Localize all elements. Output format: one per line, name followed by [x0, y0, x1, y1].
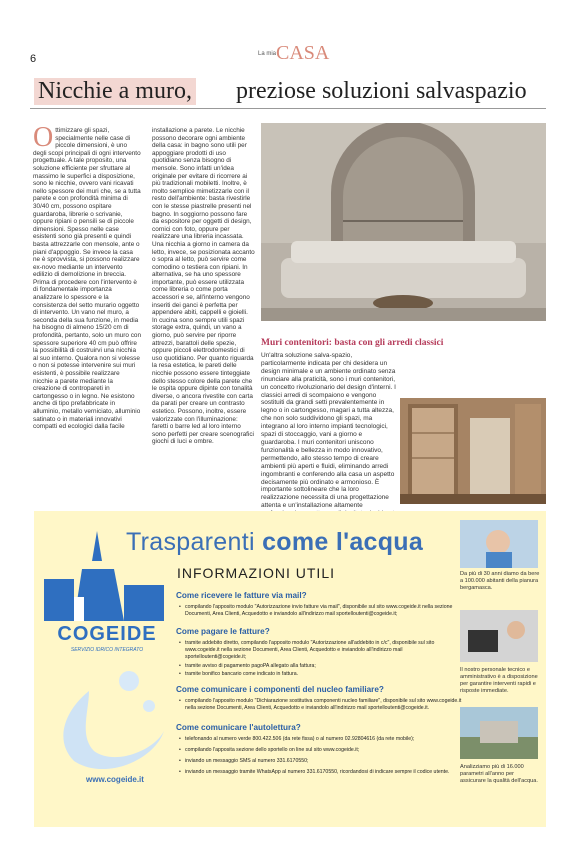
box-title [261, 338, 546, 348]
section-heading-3: Come comunicare i componenti del nucleo familiare? [176, 685, 384, 694]
side-text-1: Da più di 30 anni diamo da bere a 100.000 abitanti della pianura bergamasca. [460, 571, 540, 591]
masthead-big: CASA [276, 42, 330, 64]
title-part2: preziose soluzioni salvaspazio [236, 78, 527, 104]
section-4-line-2: • compilando l'apposita sezione dello sportello on line sul sito www.cogeide.it; [185, 747, 465, 754]
side-text-3: Analizziamo più di 16.000 parametri all'anno per assicurare la qualità dell'acqua. [460, 764, 538, 784]
column-1-text: ttimizzare gli spazi, specialmente nelle case di piccole dimensioni, è uno degli scopi principali di ogni intervento progettuale. A tale proposito, una soluzione efficiente per sfruttare al massimo le superfici a disposizione, sono le nicchie, ovvero vani ricavati nello spessore dei muri che, se a tutta parete e con profondità minima di 30/40 cm, possono ospitare guardaroba, librerie o scrivanie, oppure ripiani o pensili se di piccole dimensioni. Spesso nelle case esistenti sono già presenti e quindi basta attrezzarle con mensole, ante o piani d'appoggio. Se invece la casa ne è sprovvista, si possono realizzare ex-novo mediante un intervento edilizio di demolizione in breccia. Prima di procedere con l'intervento è di fondamentale importanza analizzare lo spessore e la consistenza del setto murario oggetto di intervento. Un vano nel muro, a seconda della sua funzione, in media ha bisogno di almeno 15/20 cm di profondità, pertanto, solo un muro con spessore superiore 40 cm può offrire la possibilità di costruirvi una nicchia al suo interno. Qualora non si volesse o non si potesse intervenire sui muri esistenti, è possibile realizzare nicchie a parete mediante la creazione di contropareti in cartongesso o in legno. Ne esistono anche di tipo prefabbricate in alluminio, metallo verniciato, alluminio satinato o in materiali innovativi compatti ed ecologici dalla facile [33, 127, 141, 431]
section-3-line-1: • compilando l'apposito modulo "Dichiarazione sostitutiva componenti nucleo familiare", disponibile sul sito www.cogeide.it nella sezione Documenti, Area Clienti, Acquedotto e inviandolo all'indirizzo mail sportelloutenti@cogeide.it. [185, 698, 465, 712]
box-title-b: basta con gli arredi classici [334, 338, 444, 348]
masthead-small: La mia [258, 51, 277, 57]
water-plant-photo [460, 707, 538, 759]
wall-storage-photo [400, 398, 546, 504]
section-heading-1: Come ricevere le fatture via mail? [176, 591, 307, 600]
section-4-line-4: • inviando un messaggio tramite WhatsApp al numero 331.6170550, ricordandosi di indicare sempre il codice utente. [185, 769, 465, 776]
staff-photo [460, 610, 538, 662]
ad-title-b: come l'acqua [262, 528, 424, 556]
article-column-1 [33, 122, 141, 431]
box-body: Un'altra soluzione salva-spazio, particolarmente indicata per chi desidera un design minimale e un ambiente ordinato senza rinunciare alla praticità, sono i muri contenitori, un concetto rivoluzionario del design d'interni. I classici arredi di scompaiono e vengono sostituiti da grandi setti prevalentemente in legno o in cartongesso, magari a tutta altezza, che non solo suddividono gli spazi, ma integrano al loro interno impianti tecnologici, spazi di stoccaggio, vani a giorno e guardaroba. I muri contenitori uniscono funzionalità e bellezza in modo innovativo, permettendo, allo stesso tempo di creare ambienti più aperti e fluidi, eliminando arredi ingombranti e conferendo alla casa un aspetto decisamente più ordinato e armonioso. È importante sottolineare che la loro realizzazione necessita di una progettazione attenta e un'installazione altamente [261, 352, 396, 510]
dropcap: O [33, 122, 54, 153]
ad-title [126, 528, 423, 557]
living-room-niche-photo [261, 123, 546, 321]
child-drinking-photo [460, 520, 538, 568]
masthead-logo [258, 42, 338, 66]
article-column-2: installazione a parete. Le nicchie possono decorare ogni ambiente della casa: in bagno sono utili per appoggiare prodotti di uso quotidiano senza bisogno di mensole. Sono infatti un'idea originale per evitare di ricorrere ai più tradizionali mobiletti. Inoltre, è molto semplice mimetizzarle con il resto dell'ambiente: basta rivestirle con le stesse piastrelle presenti nel bagno. In soggiorno possono fare da espositore per oggetti di design, cornici con foto, oppure per realizzare una libreria incassata. Una nicchia a giorno in camera da letto, invece, se posizionata accanto o sopra al letto, può servire come comodino o testiera con ripiani. In alternativa, se ha uno spessore importante, può essere utilizzata come libreria o come porta accessori e se, all'interno vengono inseriti dei ganci è perfetta per appendere abiti, cappelli e gioielli. In cucina sono sempre utili spazi storage extra, quindi, un vano a giorno, può servire per riporre attrezzi, barattoli delle spezie, oppure piccoli elettrodomestici di uso quotidiano. Per quanto riguarda la resa estetica, le pareti delle nicchie possono essere tinteggiate dello stesso colore della parete che le ospita oppure dipinte con tonalità diverse, o ancora rivestite con carta da parati per creare un contrasto estetico. Possono, inoltre, essere valorizzate con l'illuminazione: faretti o barre led al loro interno sono perfetti per creare scenografici giochi di luci e ombre. [152, 127, 255, 446]
box-title-a: Muri contenitori: [261, 338, 332, 348]
section-2-line-2: • tramite avviso di pagamento pagoPA allegato alla fattura; [185, 663, 465, 670]
title-part1: Nicchie a muro, [34, 78, 196, 105]
section-1-line-1: • compilando l'apposito modulo "Autorizzazione invio fatture via mail", disponibile sul sito www.cogeide.it nella sezione Documenti, Area Clienti, Acquedotto e inviandolo all'indirizzo mail sportelloutenti@cogeide.it; [185, 604, 465, 618]
section-heading-4: Come comunicare l'autolettura? [176, 723, 301, 732]
section-2-line-3: • tramite bonifico bancario come indicato in fattura. [185, 671, 465, 678]
cogeide-ad [34, 511, 546, 827]
page-number: 6 [30, 53, 37, 65]
section-4-line-3: • inviando un messaggio SMS al numero 331.6170550; [185, 758, 465, 765]
ad-title-a: Trasparenti [126, 528, 255, 556]
brand-subtitle: SERVIZIO IDRICO INTEGRATO [70, 647, 144, 653]
website-link[interactable]: www.cogeide.it [86, 775, 144, 784]
box-text [261, 352, 546, 518]
brand-name: COGEIDE [57, 623, 157, 645]
section-4-line-1: • telefonando al numero verde 800.422.506 (da rete fissa) o al numero 02.92804616 (da rete mobile); [185, 736, 465, 743]
side-text-2: Il nostro personale tecnico e amministrativo è a disposizione per garantire interventi rapidi e risposte immediate. [460, 667, 538, 694]
ad-subtitle: INFORMAZIONI UTILI [177, 565, 335, 581]
article-title [30, 78, 546, 109]
section-2-line-1: • tramite addebito diretto, compilando l'apposito modulo "Autorizzazione all'addebito in c/c", disponibile sul sito www.cogeide.it nella sezione Documenti, Area Clienti, Acquedotto e inviandolo all'indirizzo mail sportelloutenti@cogeide.it; [185, 640, 465, 660]
section-heading-2: Come pagare le fatture? [176, 627, 270, 636]
